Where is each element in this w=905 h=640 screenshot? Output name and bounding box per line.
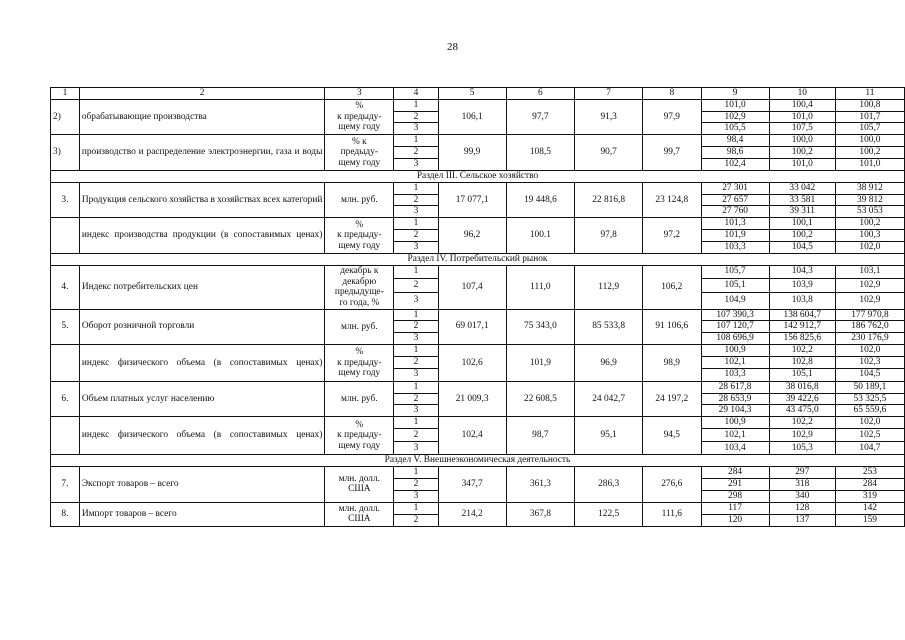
section-title: Раздел III. Сельское хозяйство <box>51 170 905 182</box>
forecast-cell: 297 <box>769 467 835 479</box>
forecast-cell: 100,2 <box>835 218 904 230</box>
value-cell: 98,7 <box>506 417 575 455</box>
value-cell: 97,7 <box>506 99 575 134</box>
forecast-cell: 159 <box>835 514 904 526</box>
forecast-cell: 103,3 <box>701 368 769 381</box>
forecast-cell: 105,7 <box>835 123 904 135</box>
row-number: 7. <box>51 467 80 503</box>
forecast-cell: 100,9 <box>701 345 769 357</box>
value-cell: 90,7 <box>575 135 643 170</box>
unit-line: го года, % <box>339 297 380 308</box>
scenario-number: 1 <box>394 417 438 429</box>
unit-line: декабрю <box>342 276 377 287</box>
forecast-cell: 103,3 <box>701 241 769 253</box>
value-cell: 122,5 <box>575 502 643 526</box>
forecast-cell: 137 <box>769 514 835 526</box>
forecast-cell: 319 <box>835 490 904 502</box>
scenario-number: 1 <box>394 309 438 321</box>
value-cell: 95,1 <box>575 417 643 455</box>
value-cell: 96,9 <box>575 345 643 382</box>
forecast-cell: 102,9 <box>835 292 904 309</box>
forecast-cell: 103,4 <box>701 442 769 455</box>
table-row <box>51 135 905 147</box>
forecast-cell: 43 475,0 <box>769 405 835 417</box>
table-row <box>51 309 905 321</box>
value-cell: 23 124,8 <box>643 182 701 217</box>
value-cell: 102,6 <box>438 345 506 382</box>
unit-cell <box>325 502 394 526</box>
col-number: 10 <box>769 88 835 100</box>
forecast-cell: 107,5 <box>769 123 835 135</box>
row-number: 4. <box>51 265 80 309</box>
unit-cell <box>325 417 394 455</box>
scenario-number: 2 <box>394 194 438 206</box>
scenario-number: 2 <box>394 111 438 123</box>
table-row <box>51 502 905 514</box>
value-cell: 22 608,5 <box>506 381 575 416</box>
value-cell: 101,9 <box>506 345 575 382</box>
col-number: 5 <box>438 88 506 100</box>
value-cell: 91 106,6 <box>643 309 701 344</box>
scenario-number: 3 <box>394 490 438 502</box>
unit-line: США <box>348 484 371 495</box>
forecast-cell: 298 <box>701 490 769 502</box>
unit-cell <box>325 345 394 382</box>
row-number: 5. <box>51 309 80 344</box>
value-cell: 276,6 <box>643 467 701 503</box>
scenario-number: 2 <box>394 393 438 405</box>
forecast-cell: 102,9 <box>769 429 835 442</box>
value-cell: 108,5 <box>506 135 575 170</box>
forecast-cell: 108 696,9 <box>701 333 769 345</box>
unit-line: щему году <box>338 157 381 168</box>
scenario-number: 2 <box>394 514 438 526</box>
col-number: 11 <box>835 88 904 100</box>
forecast-cell: 104,7 <box>835 442 904 455</box>
scenario-number: 3 <box>394 405 438 417</box>
scenario-number: 1 <box>394 135 438 147</box>
value-cell: 97,9 <box>643 99 701 134</box>
forecast-cell: 53 053 <box>835 206 904 218</box>
scenario-number: 2 <box>394 321 438 333</box>
forecast-cell: 318 <box>769 478 835 490</box>
unit-line: % <box>355 219 364 230</box>
scenario-number: 3 <box>394 333 438 345</box>
indicator-name: Объем платных услуг населению <box>79 381 325 416</box>
row-number-empty <box>51 218 80 253</box>
forecast-cell: 105,5 <box>701 123 769 135</box>
forecast-cell: 29 104,3 <box>701 405 769 417</box>
forecast-cell: 101,0 <box>835 158 904 170</box>
scenario-number: 1 <box>394 502 438 514</box>
unit-cell: млн. руб. <box>325 381 394 416</box>
value-cell: 102,4 <box>438 417 506 455</box>
forecast-cell: 102,1 <box>701 356 769 368</box>
unit-cell: млн. руб. <box>325 309 394 344</box>
forecast-cell: 104,5 <box>835 368 904 381</box>
value-cell: 94,5 <box>643 417 701 455</box>
forecast-cell: 100,0 <box>835 135 904 147</box>
value-cell: 361,3 <box>506 467 575 503</box>
value-cell: 98,9 <box>643 345 701 382</box>
scenario-number: 3 <box>394 442 438 455</box>
unit-cell <box>325 135 394 170</box>
indicator-name-text: индекс производства продукции (в сопоставимых ценах) <box>81 229 323 240</box>
unit-line: США <box>348 514 371 525</box>
value-cell: 17 077,1 <box>438 182 506 217</box>
forecast-cell: 101,0 <box>769 111 835 123</box>
forecast-cell: 102,5 <box>835 429 904 442</box>
forecast-cell: 105,1 <box>769 368 835 381</box>
column-number-row <box>51 88 905 100</box>
indicator-name-text: индекс физического объема (в сопоставимых ценах) <box>81 357 323 368</box>
value-cell: 99,9 <box>438 135 506 170</box>
section-row <box>51 253 905 265</box>
col-number: 4 <box>394 88 438 100</box>
col-number: 8 <box>643 88 701 100</box>
value-cell: 214,2 <box>438 502 506 526</box>
unit-line: млн. долл. <box>338 503 380 514</box>
scenario-number: 2 <box>394 356 438 368</box>
forecast-cell: 230 176,9 <box>835 333 904 345</box>
forecast-cell: 53 325,5 <box>835 393 904 405</box>
indicator-name <box>79 182 325 217</box>
forecast-cell: 102,0 <box>835 417 904 429</box>
col-number: 6 <box>506 88 575 100</box>
indicator-name: обрабатывающие производства <box>79 99 325 134</box>
value-cell: 111,6 <box>643 502 701 526</box>
forecast-cell: 128 <box>769 502 835 514</box>
indicator-name <box>79 135 325 170</box>
forecast-cell: 100,9 <box>701 417 769 429</box>
unit-cell <box>325 99 394 134</box>
value-cell: 91,3 <box>575 99 643 134</box>
unit-line: предыду- <box>340 147 379 158</box>
unit-line: к предыду- <box>337 111 382 122</box>
row-number: 3) <box>51 135 80 170</box>
unit-cell: млн. руб. <box>325 182 394 217</box>
forecast-cell: 103,8 <box>769 292 835 309</box>
forecast-cell: 104,9 <box>701 292 769 309</box>
forecast-cell: 156 825,6 <box>769 333 835 345</box>
forecast-cell: 105,3 <box>769 442 835 455</box>
unit-line: щему году <box>338 368 381 379</box>
scenario-number: 1 <box>394 467 438 479</box>
col-number: 3 <box>325 88 394 100</box>
scenario-number: 2 <box>394 229 438 241</box>
unit-cell <box>325 467 394 503</box>
indicator-name: Индекс потребительских цен <box>79 265 325 309</box>
value-cell: 24 042,7 <box>575 381 643 416</box>
value-cell: 99,7 <box>643 135 701 170</box>
indicator-name <box>79 218 325 253</box>
section-row <box>51 170 905 182</box>
unit-cell <box>325 218 394 253</box>
row-number: 2) <box>51 99 80 134</box>
value-cell: 112,9 <box>575 265 643 309</box>
forecast-cell: 65 559,6 <box>835 405 904 417</box>
scenario-number: 3 <box>394 292 438 309</box>
col-number: 2 <box>79 88 325 100</box>
unit-line: % <box>355 347 364 358</box>
indicator-name-text: индекс физического объема (в сопоставимых ценах) <box>81 430 323 441</box>
scenario-number: 2 <box>394 147 438 159</box>
unit-line: декабрь к <box>340 266 379 276</box>
forecast-cell: 105,7 <box>701 265 769 278</box>
forecast-cell: 107 120,7 <box>701 321 769 333</box>
forecast-cell: 177 970,8 <box>835 309 904 321</box>
row-number-empty <box>51 417 80 455</box>
forecast-cell: 102,9 <box>701 111 769 123</box>
table-row <box>51 381 905 393</box>
forecast-cell: 101,0 <box>701 99 769 111</box>
value-cell: 367,8 <box>506 502 575 526</box>
value-cell: 21 009,3 <box>438 381 506 416</box>
scenario-number: 1 <box>394 345 438 357</box>
forecast-cell: 105,1 <box>701 278 769 292</box>
forecast-cell: 28 653,9 <box>701 393 769 405</box>
unit-line: к предыду- <box>337 357 382 368</box>
forecast-cell: 39 311 <box>769 206 835 218</box>
forecast-cell: 102,4 <box>701 158 769 170</box>
unit-line: млн. долл. <box>338 473 380 484</box>
row-number-empty <box>51 345 80 382</box>
table-row <box>51 417 905 429</box>
row-number: 3. <box>51 182 80 217</box>
row-number: 8. <box>51 502 80 526</box>
forecast-cell: 100,8 <box>835 99 904 111</box>
scenario-number: 3 <box>394 241 438 253</box>
forecast-cell: 33 581 <box>769 194 835 206</box>
forecast-cell: 28 617,8 <box>701 381 769 393</box>
indicator-name: Импорт товаров – всего <box>79 502 325 526</box>
forecast-cell: 138 604,7 <box>769 309 835 321</box>
forecast-cell: 104,3 <box>769 265 835 278</box>
section-row <box>51 455 905 467</box>
col-number: 9 <box>701 88 769 100</box>
table-row <box>51 218 905 230</box>
scenario-number: 3 <box>394 368 438 381</box>
forecast-cell: 142 912,7 <box>769 321 835 333</box>
value-cell: 347,7 <box>438 467 506 503</box>
forecast-table <box>50 87 905 527</box>
forecast-cell: 27 760 <box>701 206 769 218</box>
value-cell: 22 816,8 <box>575 182 643 217</box>
value-cell: 286,3 <box>575 467 643 503</box>
forecast-cell: 38 912 <box>835 182 904 194</box>
scenario-number: 2 <box>394 478 438 490</box>
forecast-cell: 100,1 <box>769 218 835 230</box>
table-row <box>51 345 905 357</box>
forecast-cell: 253 <box>835 467 904 479</box>
indicator-name: Экспорт товаров – всего <box>79 467 325 503</box>
scenario-number: 3 <box>394 123 438 135</box>
forecast-cell: 103,9 <box>769 278 835 292</box>
unit-line: % к <box>351 136 367 147</box>
forecast-cell: 284 <box>835 478 904 490</box>
unit-line: щему году <box>338 440 381 451</box>
row-number: 6. <box>51 381 80 416</box>
value-cell: 85 533,8 <box>575 309 643 344</box>
forecast-cell: 27 301 <box>701 182 769 194</box>
table-row <box>51 99 905 111</box>
unit-line: предыдуще- <box>334 287 384 298</box>
forecast-cell: 102,3 <box>835 356 904 368</box>
forecast-cell: 103,1 <box>835 265 904 278</box>
scenario-number: 2 <box>394 278 438 292</box>
unit-cell <box>325 265 394 309</box>
forecast-cell: 98,4 <box>701 135 769 147</box>
scenario-number: 1 <box>394 182 438 194</box>
section-title: Раздел IV. Потребительский рынок <box>51 253 905 265</box>
table-row <box>51 467 905 479</box>
forecast-cell: 101,3 <box>701 218 769 230</box>
table-row <box>51 265 905 278</box>
forecast-cell: 100,2 <box>769 147 835 159</box>
forecast-cell: 102,0 <box>835 345 904 357</box>
col-number: 1 <box>51 88 80 100</box>
forecast-cell: 102,2 <box>769 417 835 429</box>
unit-line: % <box>355 101 364 112</box>
forecast-cell: 101,9 <box>701 229 769 241</box>
value-cell: 106,2 <box>643 265 701 309</box>
scenario-number: 1 <box>394 99 438 111</box>
table-row <box>51 182 905 194</box>
forecast-cell: 100,3 <box>835 229 904 241</box>
forecast-cell: 102,8 <box>769 356 835 368</box>
forecast-cell: 100,0 <box>769 135 835 147</box>
value-cell: 107,4 <box>438 265 506 309</box>
forecast-cell: 100,4 <box>769 99 835 111</box>
forecast-cell: 291 <box>701 478 769 490</box>
forecast-cell: 102,9 <box>835 278 904 292</box>
forecast-cell: 38 016,8 <box>769 381 835 393</box>
forecast-cell: 98,6 <box>701 147 769 159</box>
scenario-number: 3 <box>394 206 438 218</box>
indicator-name-text: производство и распределение электроэнергии, газа и воды <box>81 147 323 158</box>
forecast-cell: 107 390,3 <box>701 309 769 321</box>
forecast-cell: 102,2 <box>769 345 835 357</box>
forecast-cell: 142 <box>835 502 904 514</box>
forecast-cell: 100,2 <box>835 147 904 159</box>
value-cell: 106,1 <box>438 99 506 134</box>
value-cell: 97,2 <box>643 218 701 253</box>
forecast-cell: 340 <box>769 490 835 502</box>
scenario-number: 1 <box>394 265 438 278</box>
forecast-cell: 50 189,1 <box>835 381 904 393</box>
value-cell: 111,0 <box>506 265 575 309</box>
forecast-cell: 102,0 <box>835 241 904 253</box>
unit-line: к предыду- <box>337 430 382 441</box>
value-cell: 19 448,6 <box>506 182 575 217</box>
unit-line: щему году <box>338 240 381 251</box>
indicator-name <box>79 345 325 382</box>
page-number: 28 <box>447 41 458 53</box>
value-cell: 75 343,0 <box>506 309 575 344</box>
forecast-cell: 186 762,0 <box>835 321 904 333</box>
forecast-cell: 284 <box>701 467 769 479</box>
scenario-number: 3 <box>394 158 438 170</box>
forecast-cell: 104,5 <box>769 241 835 253</box>
value-cell: 96,2 <box>438 218 506 253</box>
indicator-name: Оборот розничной торговли <box>79 309 325 344</box>
forecast-cell: 33 042 <box>769 182 835 194</box>
indicator-name <box>79 417 325 455</box>
unit-line: % <box>355 419 364 430</box>
col-number: 7 <box>575 88 643 100</box>
scenario-number: 1 <box>394 218 438 230</box>
scenario-number: 1 <box>394 381 438 393</box>
forecast-cell: 120 <box>701 514 769 526</box>
indicator-name-text: Продукция сельского хозяйства в хозяйствах всех категорий <box>81 194 323 205</box>
unit-line: щему году <box>338 122 381 133</box>
value-cell: 100.1 <box>506 218 575 253</box>
forecast-cell: 101,7 <box>835 111 904 123</box>
value-cell: 24 197,2 <box>643 381 701 416</box>
scenario-number: 2 <box>394 429 438 442</box>
value-cell: 69 017,1 <box>438 309 506 344</box>
forecast-cell: 100,2 <box>769 229 835 241</box>
forecast-cell: 39 422,6 <box>769 393 835 405</box>
forecast-cell: 27 657 <box>701 194 769 206</box>
unit-line: к предыду- <box>337 230 382 241</box>
forecast-cell: 102,1 <box>701 429 769 442</box>
forecast-cell: 101,0 <box>769 158 835 170</box>
section-title: Раздел V. Внешнеэкономическая деятельность <box>51 455 905 467</box>
forecast-cell: 39 812 <box>835 194 904 206</box>
forecast-cell: 117 <box>701 502 769 514</box>
value-cell: 97,8 <box>575 218 643 253</box>
